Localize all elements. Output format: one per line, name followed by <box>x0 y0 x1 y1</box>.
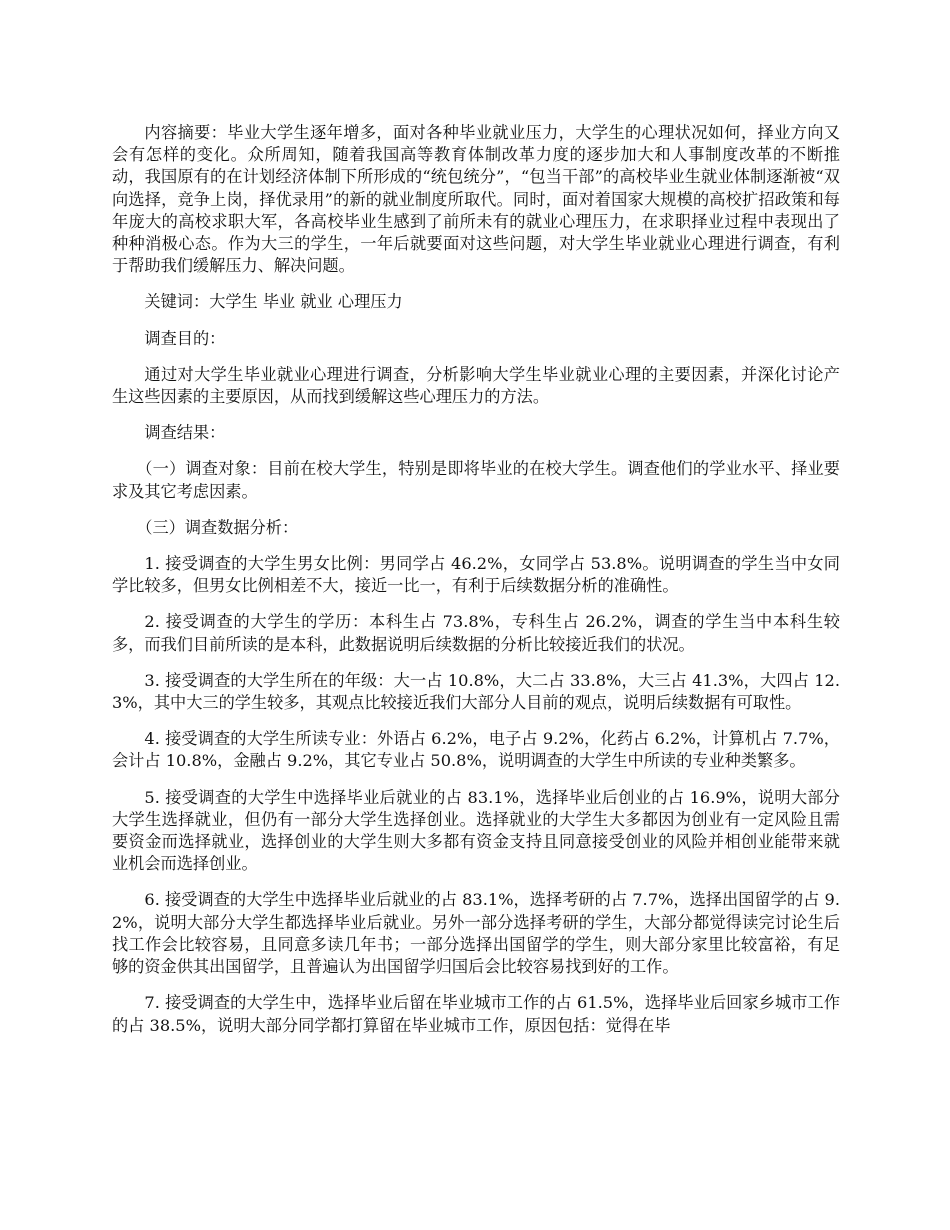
analysis-item-4: 4. 接受调查的大学生所读专业：外语占 6.2%，电子占 9.2%，化药占 6.2%，计算机占 7.7%，会计占 10.8%，金融占 9.2%，其它专业占 50.8%，说明调查的大学生中所读的专业种类繁多。 <box>112 729 840 771</box>
purpose-paragraph: 通过对大学生毕业就业心理进行调查，分析影响大学生毕业就业心理的主要因素，并深化讨论产生这些因素的主要原因，从而找到缓解这些心理压力的方法。 <box>112 364 840 407</box>
keywords-line: 关键词：大学生 毕业 就业 心理压力 <box>144 292 403 312</box>
analysis-item-7: 7. 接受调查的大学生中，选择毕业后留在毕业城市工作的占 61.5%，选择毕业后回家乡城市工作的占 38.5%，说明大部分同学都打算留在毕业城市工作，原因包括：觉得在毕 <box>112 993 840 1035</box>
data-analysis-heading: （三）调查数据分析： <box>136 517 299 537</box>
purpose-heading: 调查目的： <box>144 328 226 348</box>
analysis-item-3: 3. 接受调查的大学生所在的年级：大一占 10.8%，大二占 33.8%，大三占 41.3%，大四占 12.3%，其中大三的学生较多，其观点比较接近我们大部分人目前的观点，说明后续数据有可取性。 <box>112 670 840 713</box>
survey-subject-paragraph: （一）调查对象：目前在校大学生，特别是即将毕业的在校大学生。调查他们的学业水平、择业要求及其它考虑因素。 <box>112 459 840 501</box>
document-body <box>112 122 840 1051</box>
abstract-paragraph: 内容摘要：毕业大学生逐年增多，面对各种毕业就业压力，大学生的心理状况如何，择业方向又会有怎样的变化。众所周知，随着我国高等教育体制改革力度的逐步加大和人事制度改革的不断推动，我国原有的在计划经济体制下所形成的“统包统分”，“包当干部”的高校毕业生就业体制逐渐被“双向选择，竞争上岗，择优录用”的新的就业制度所取代。同时，面对着国家大规模的高校扩招政策和每年庞大的高校求职大军，各高校毕业生感到了前所未有的就业心理压力，在求职择业过程中表现出了种种消极心态。作为大三的学生，一年后就要面对这些问题，对大学生毕业就业心理进行调查，有利于帮助我们缓解压力、解决问题。 <box>112 123 840 276</box>
analysis-item-1: 1. 接受调查的大学生男女比例：男同学占 46.2%，女同学占 53.8%。说明调查的学生当中女同学比较多，但男女比例相差不大，接近一比一，有利于后续数据分析的准确性。 <box>112 554 840 596</box>
analysis-item-2: 2. 接受调查的大学生的学历：本科生占 73.8%，专科生占 26.2%，调查的学生当中本科生较多，而我们目前所读的是本科，此数据说明后续数据的分析比较接近我们的状况。 <box>112 612 840 654</box>
analysis-item-6: 6. 接受调查的大学生中选择毕业后就业的占 83.1%，选择考研的占 7.7%，选择出国留学的占 9.2%，说明大部分大学生都选择毕业后就业。另外一部分选择考研的学生，大部分都觉得读完讨论生后找工作会比较容易，且同意多读几年书；一部分选择出国留学的学生，则大部分家里比较富裕，有足够的资金供其出国留学，且普遍认为出国留学归国后会比较容易找到好的工作。 <box>112 890 840 977</box>
results-heading: 调查结果： <box>144 423 226 443</box>
analysis-item-5: 5. 接受调查的大学生中选择毕业后就业的占 83.1%，选择毕业后创业的占 16.9%，说明大部分大学生选择就业，但仍有一部分大学生选择创业。选择就业的大学生大多都因为创业有一定风险且需要资金而选择就业，选择创业的大学生则大多都有资金支持且同意接受创业的风险并相创业能带来就业机会而选择创业。 <box>112 787 840 874</box>
